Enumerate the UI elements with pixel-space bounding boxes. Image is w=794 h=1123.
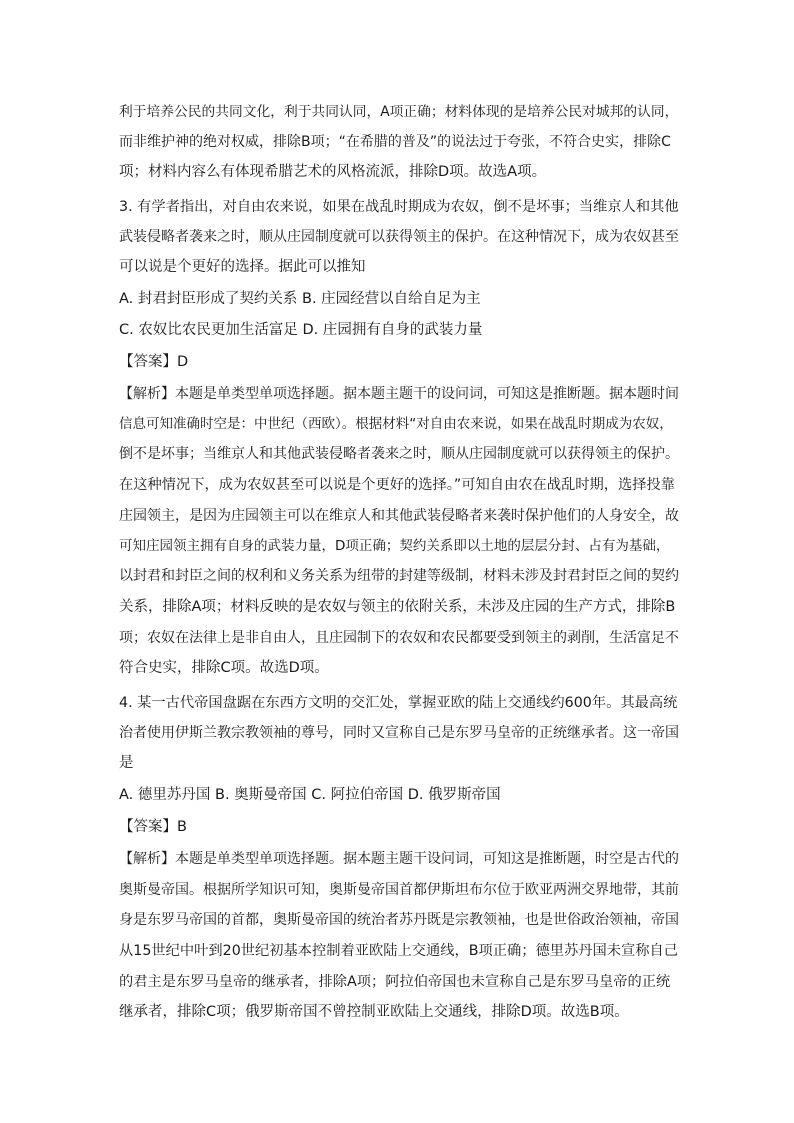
analysis-text: 信息可知准确时空是：中世纪（西欧）。根据材料“对自由农来说，如果在战乱时期成为农奴， — [119, 416, 673, 432]
analysis-text: 项；农奴在法律上是非自由人，且庄园制下的农奴和农民都要受到领主的剥削，生活富足不 — [119, 630, 679, 646]
question-4-stem: 是 — [119, 755, 134, 771]
question-3-stem: 武装侵略者袭来之时，顺从庄园制度就可以获得领主的保护。在这种情况下，成为农奴甚至 — [119, 229, 679, 245]
question-3-options: A. 封君封臣形成了契约关系 B. 庄园经营以自给自足为主 — [119, 291, 481, 307]
analysis-text: 【解析】本题是单类型单项选择题。据本题主题干设问词，可知这是推断题，时空是古代的 — [119, 851, 679, 867]
analysis-text: 倒不是坏事；当维京人和其他武装侵略者袭来之时，顺从庄园制度就可以获得领主的保护。 — [119, 446, 679, 462]
question-4-options: A. 德里苏丹国 B. 奥斯曼帝国 C. 阿拉伯帝国 D. 俄罗斯帝国 — [119, 787, 501, 803]
answer-label: 【答案】D — [119, 354, 189, 370]
text-line: 项；材料内容么有体现希腊艺术的风格流派，排除D项。故选A项。 — [119, 164, 547, 180]
analysis-text: 以封君和封臣之间的权利和义务关系为纽带的封建等级制，材料未涉及封君封臣之间的契约 — [119, 568, 679, 584]
analysis-text: 可知庄园领主拥有自身的武装力量，D项正确；契约关系即以土地的层层分封、占有为基础， — [119, 538, 670, 554]
analysis-text: 符合史实，排除C项。故选D项。 — [119, 660, 329, 676]
answer-label: 【答案】B — [119, 819, 187, 835]
question-4-stem: 4. 某一古代帝国盘踞在东西方文明的交汇处，掌握亚欧的陆上交通线约600年。其最高统 — [119, 695, 678, 711]
analysis-text: 【解析】本题是单类型单项选择题。据本题主题干的设问词，可知这是推断题。据本题时间 — [119, 386, 679, 402]
analysis-text: 从15世纪中叶到20世纪初基本控制着亚欧陆上交通线，B项正确；德里苏丹国未宣称自己 — [119, 943, 679, 959]
question-4-stem: 治者使用伊斯兰教宗教领袖的尊号，同时又宣称自己是东罗马皇帝的正统继承者。这一帝国 — [119, 725, 679, 741]
text-line: 而非维护神的绝对权威，排除B项；“在希腊的普及”的说法过于夸张，不符合史实，排除C — [119, 134, 671, 150]
question-3-options: C. 农奴比农民更加生活富足 D. 庄园拥有自身的武装力量 — [119, 322, 483, 338]
analysis-text: 身是东罗马帝国的首都，奥斯曼帝国的统治者苏丹既是宗教领袖，也是世俗政治领袖，帝国 — [119, 912, 679, 928]
question-3-stem: 可以说是个更好的选择。据此可以推知 — [119, 259, 366, 275]
analysis-text: 的君主是东罗马皇帝的继承者，排除A项；阿拉伯帝国也未宣称自己是东罗马皇帝的正统 — [119, 974, 671, 990]
analysis-text: 关系，排除A项；材料反映的是农奴与领主的依附关系，未涉及庄园的生产方式，排除B — [119, 599, 676, 615]
text-line: 利于培养公民的共同文化，利于共同认同，A项正确；材料体现的是培养公民对城邦的认同， — [119, 104, 679, 120]
analysis-text: 在这种情况下，成为农奴甚至可以说是个更好的选择。”可知自由农在战乱时期，选择投靠 — [119, 477, 676, 493]
question-3-stem: 3. 有学者指出，对自由农来说，如果在战乱时期成为农奴，倒不是坏事；当维京人和其他 — [119, 199, 679, 215]
analysis-text: 继承者，排除C项；俄罗斯帝国不曾控制亚欧陆上交通线，排除D项。故选B项。 — [119, 1004, 629, 1020]
analysis-text: 奥斯曼帝国。根据所学知识可知，奥斯曼帝国首都伊斯坦布尔位于欧亚两洲交界地带，其前 — [119, 882, 679, 898]
analysis-text: 庄园领主，是因为庄园领主可以在维京人和其他武装侵略者来袭时保护他们的人身安全，故 — [119, 508, 679, 524]
